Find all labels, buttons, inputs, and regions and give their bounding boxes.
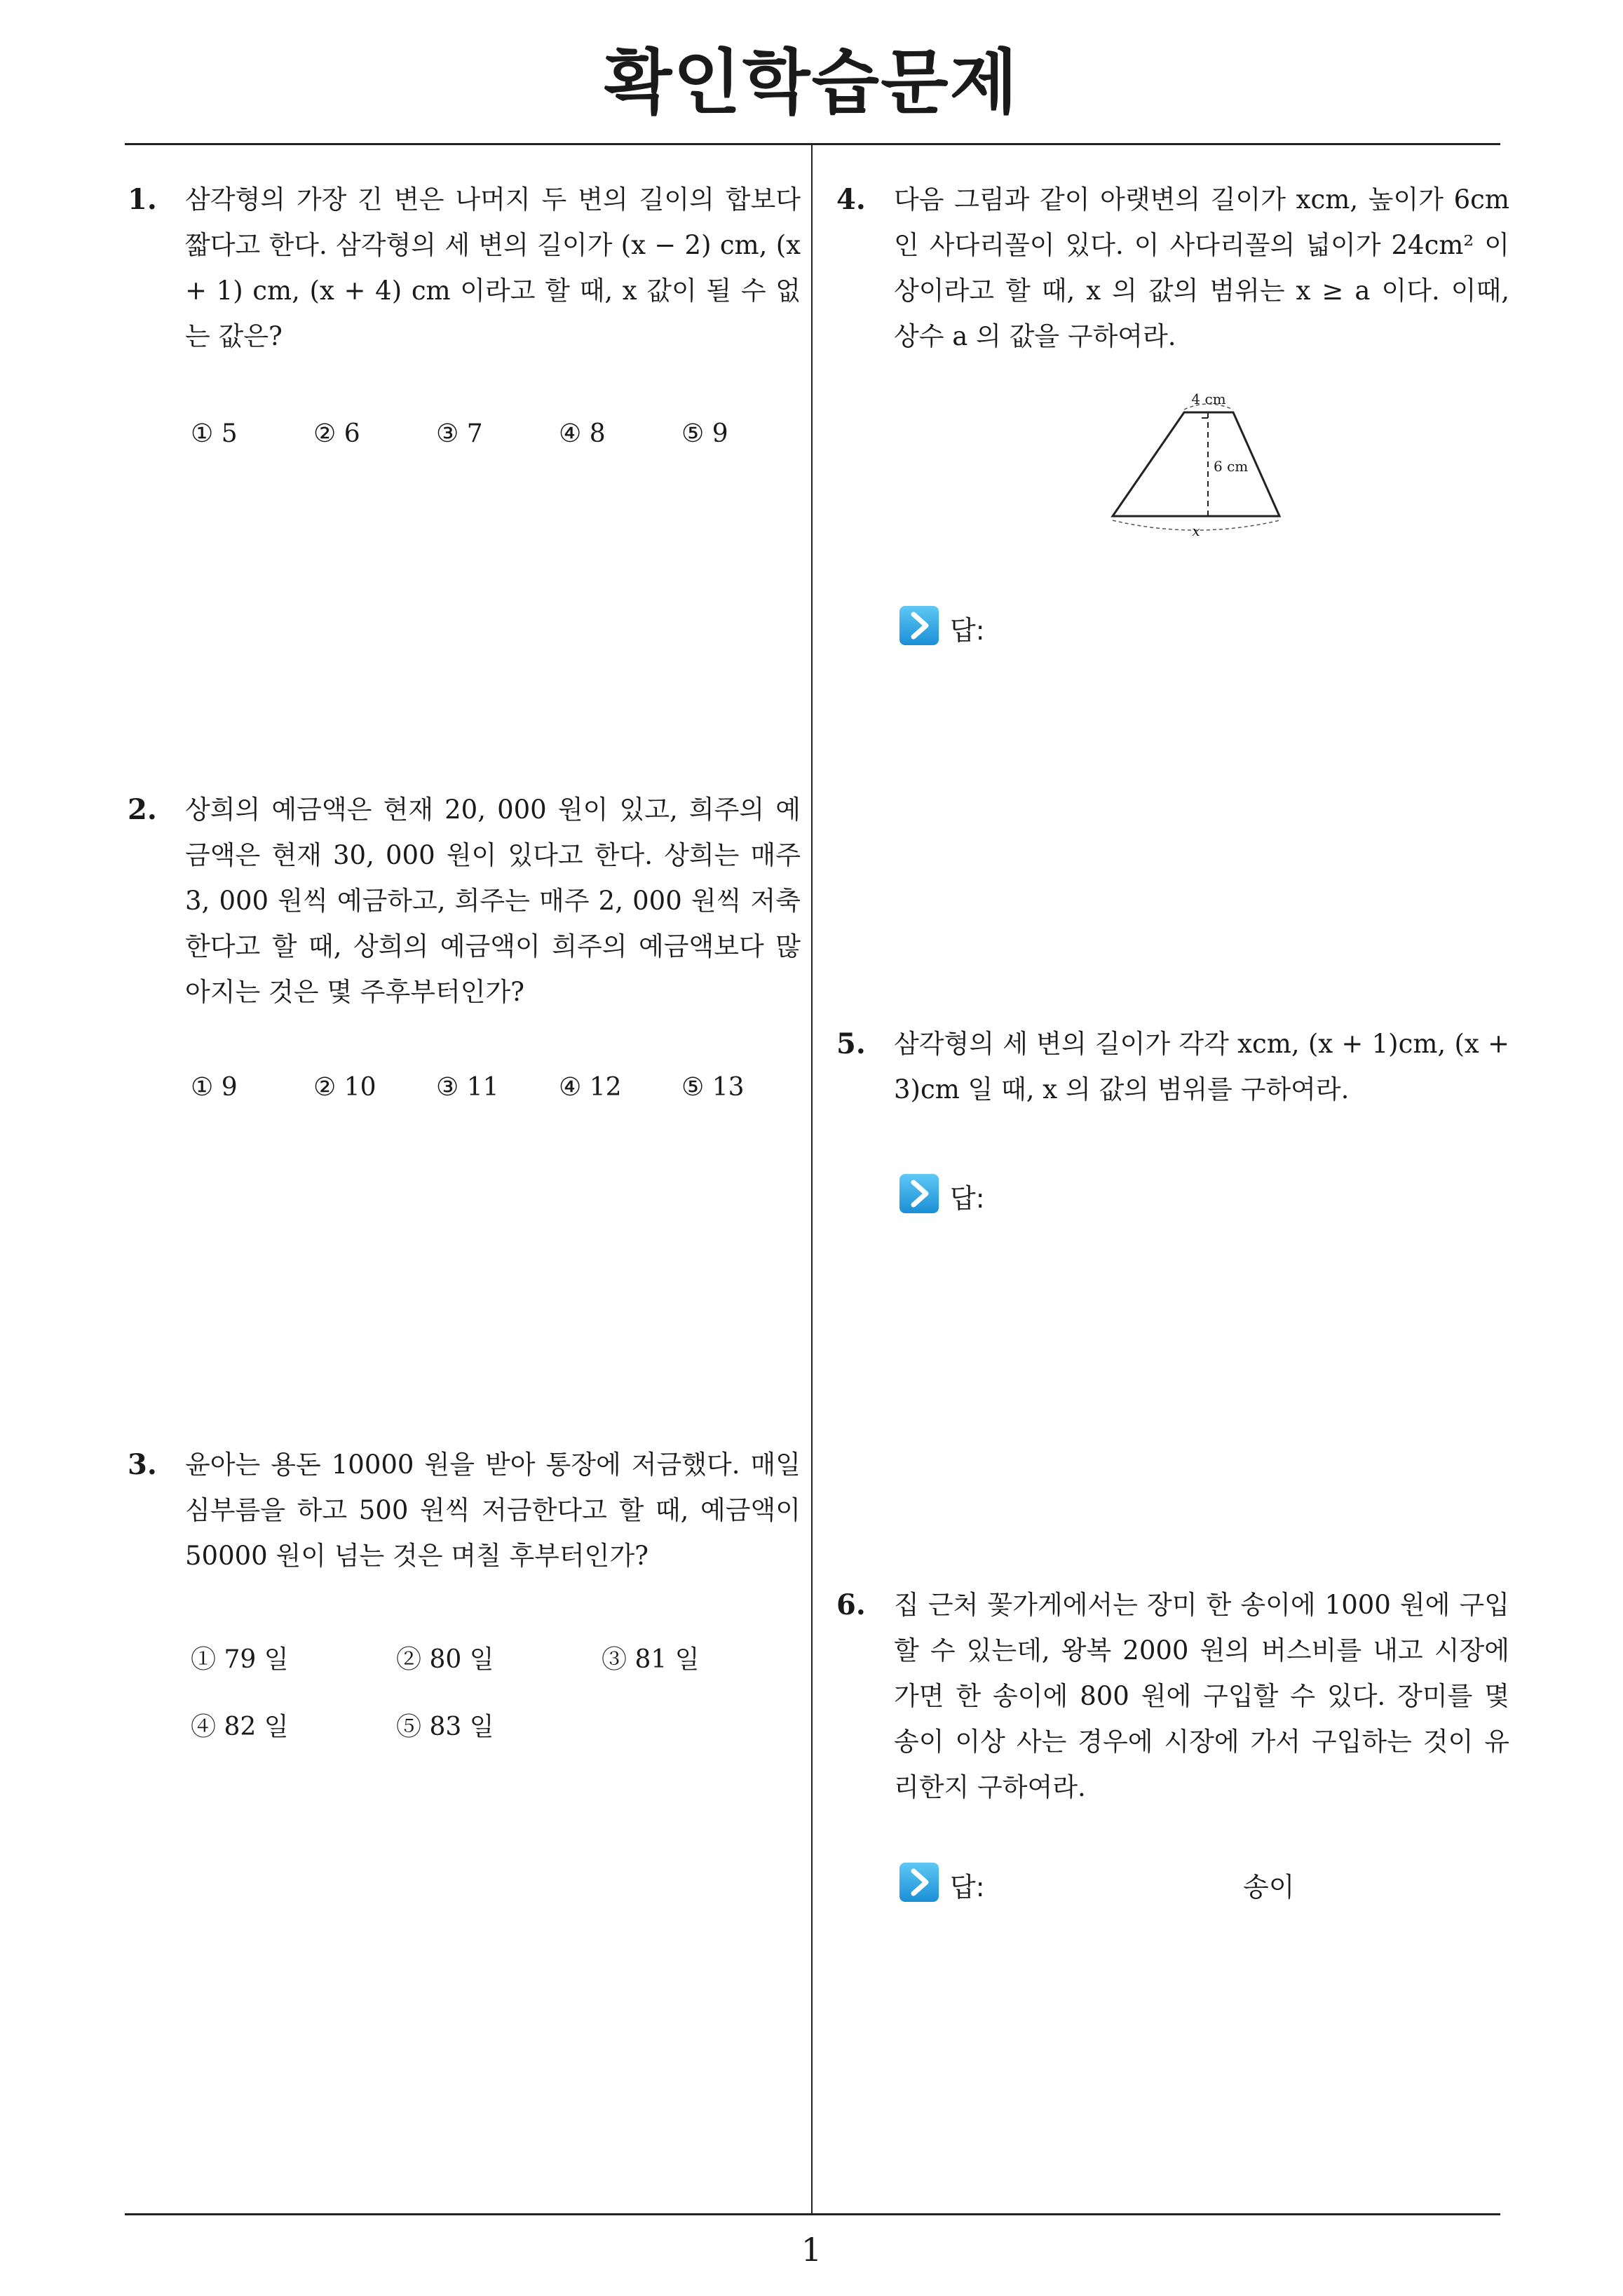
question-1 [128,177,801,471]
choice-1[interactable]: ① 9 [191,1073,238,1102]
question-number: 2. [128,793,157,826]
page-number: 1 [801,2231,822,2269]
question-number: 5. [836,1027,866,1060]
bottom-rule [125,2213,1500,2215]
chevron-right-icon [899,606,939,645]
choice-4[interactable]: ④ 82 일 [191,1713,289,1741]
question-6 [836,1582,1509,1933]
question-4 [836,177,1509,654]
question-number: 1. [128,183,157,216]
answer-label: 답: [950,615,985,646]
top-length-label: 4 cm [1191,391,1226,407]
chevron-right-icon [899,1863,939,1902]
question-5 [836,1021,1509,1231]
chevron-right-icon [899,1174,939,1213]
choice-5[interactable]: ⑤ 83 일 [396,1713,494,1741]
choice-1[interactable]: ① 5 [191,419,238,448]
choice-5[interactable]: ⑤ 13 [681,1073,745,1102]
question-text: 윤아는 용돈 10000 원을 받아 통장에 저금했다. 매일 심부름을 하고 500 원씩 저금한다고 할 때, 예금액이 50000 원이 넘는 것은 며칠 후부터인가? [185,1450,801,1571]
question-text: 상희의 예금액은 현재 20, 000 원이 있고, 희주의 예금액은 현재 30, 000 원이 있다고 한다. 상희는 매주 3, 000 원씩 예금하고, 희주는 매주 2, 000 원씩 저축한다고 할 때, 상희의 예금액이 희주의 예금액보다 많아지는 것은 몇 주후부터인가? [185,795,801,1007]
trapezoid [1113,412,1279,516]
choice-2[interactable]: ② 80 일 [396,1645,494,1674]
choice-1[interactable]: ① 79 일 [191,1645,289,1674]
question-number: 6. [836,1588,866,1621]
choice-3[interactable]: ③ 7 [436,419,483,448]
column-divider [811,144,813,2215]
top-rule [125,143,1500,145]
question-text: 삼각형의 세 변의 길이가 각각 xcm, (x + 1)cm, (x + 3)cm 일 때, x 의 값의 범위를 구하여라. [894,1029,1509,1105]
choice-4[interactable]: ④ 12 [559,1073,622,1102]
choice-2[interactable]: ② 6 [313,419,360,448]
choice-5[interactable]: ⑤ 9 [681,419,728,448]
question-3 [128,1442,801,1764]
question-2 [128,787,801,1123]
trapezoid-figure [1103,387,1313,541]
question-text: 다음 그림과 같이 아랫변의 길이가 xcm, 높이가 6cm 인 사다리꼴이 있다. 이 사다리꼴의 넓이가 24cm² 이상이라고 할 때, x 의 값의 범위는 x ≥ a 이다. 이때, 상수 a 의 값을 구하여라. [894,184,1509,351]
answer-label: 답: [950,1183,985,1214]
page-title: 확인학습문제 [604,41,1019,123]
answer-unit: 송이 [1243,1872,1295,1903]
height-label: 6 cm [1214,458,1249,475]
question-text: 삼각형의 가장 긴 변은 나머지 두 변의 길이의 합보다 짧다고 한다. 삼각형의 세 변의 길이가 (x − 2) cm, (x + 1) cm, (x + 4) cm 이라고 할 때, x 값이 될 수 없는 값은? [185,184,801,351]
choice-4[interactable]: ④ 8 [559,419,606,448]
choice-3[interactable]: ③ 81 일 [602,1645,700,1674]
question-number: 3. [128,1448,157,1481]
choice-3[interactable]: ③ 11 [436,1073,499,1102]
question-number: 4. [836,183,866,216]
question-text: 집 근처 꽃가게에서는 장미 한 송이에 1000 원에 구입할 수 있는데, 왕복 2000 원의 버스비를 내고 시장에 가면 한 송이에 800 원에 구입할 수 있다. 장미를 몇 송이 이상 사는 경우에 시장에 가서 구입하는 것이 유리한지 구하여라. [894,1590,1509,1802]
answer-label: 답: [950,1872,985,1903]
choice-2[interactable]: ② 10 [313,1073,376,1102]
bottom-length-label: x [1192,522,1200,539]
